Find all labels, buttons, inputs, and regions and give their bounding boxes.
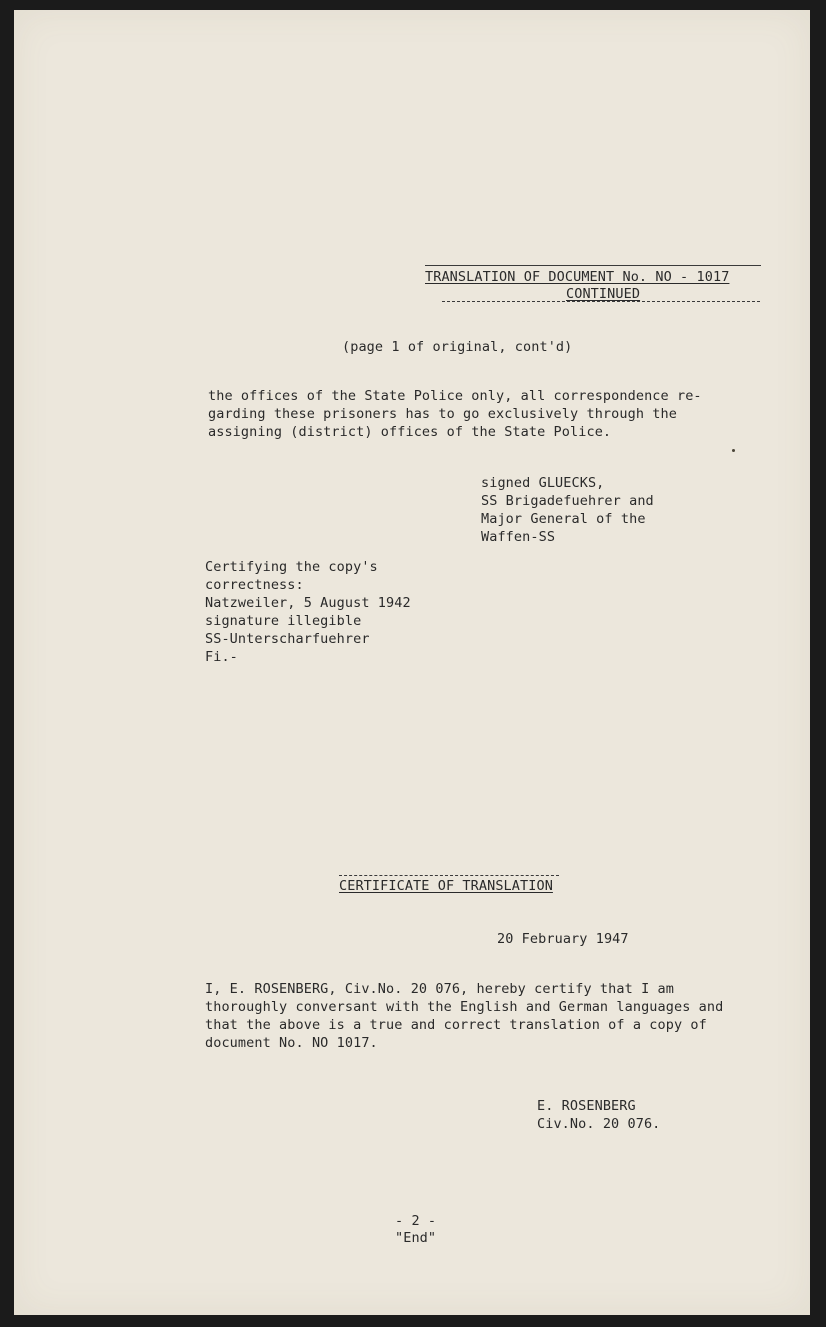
certifying-line-3: Natzweiler, 5 August 1942 [205, 595, 411, 611]
certifying-line-1: Certifying the copy's [205, 559, 378, 575]
body-line-2: garding these prisoners has to go exclusively through the [208, 406, 677, 422]
signer-civ-number: Civ.No. 20 076. [537, 1116, 661, 1132]
certificate-text-line-1: I, E. ROSENBERG, Civ.No. 20 076, hereby certify that I am [205, 981, 674, 997]
header-top-rule [425, 265, 761, 266]
ink-speck [732, 449, 735, 452]
header-bottom-rule [442, 301, 760, 302]
body-line-1: the offices of the State Police only, all correspondence re- [208, 388, 702, 404]
certificate-top-rule [339, 875, 559, 876]
certificate-date: 20 February 1947 [497, 931, 629, 947]
page-number: - 2 - [395, 1213, 437, 1229]
page-reference: (page 1 of original, cont'd) [342, 339, 573, 355]
certificate-text-line-2: thoroughly conversant with the English and German languages and [205, 999, 724, 1015]
signer-name: E. ROSENBERG [537, 1098, 636, 1114]
signed-line-3: Major General of the [481, 511, 646, 527]
certifying-line-6: Fi.- [205, 649, 238, 665]
certifying-line-5: SS-Unterscharfuehrer [205, 631, 370, 647]
signed-line-2: SS Brigadefuehrer and [481, 493, 654, 509]
signed-line-1: signed GLUECKS, [481, 475, 605, 491]
end-marker: "End" [395, 1230, 437, 1246]
body-line-3: assigning (district) offices of the State Police. [208, 424, 612, 440]
certificate-text-line-3: that the above is a true and correct translation of a copy of [205, 1017, 707, 1033]
document-title: TRANSLATION OF DOCUMENT No. NO - 1017 [425, 269, 730, 285]
certificate-title: CERTIFICATE OF TRANSLATION [339, 878, 553, 894]
certificate-text-line-4: document No. NO 1017. [205, 1035, 378, 1051]
document-page [14, 10, 810, 1315]
document-continued-label: CONTINUED [566, 286, 641, 302]
certifying-line-4: signature illegible [205, 613, 362, 629]
signed-line-4: Waffen-SS [481, 529, 556, 545]
certifying-line-2: correctness: [205, 577, 304, 593]
